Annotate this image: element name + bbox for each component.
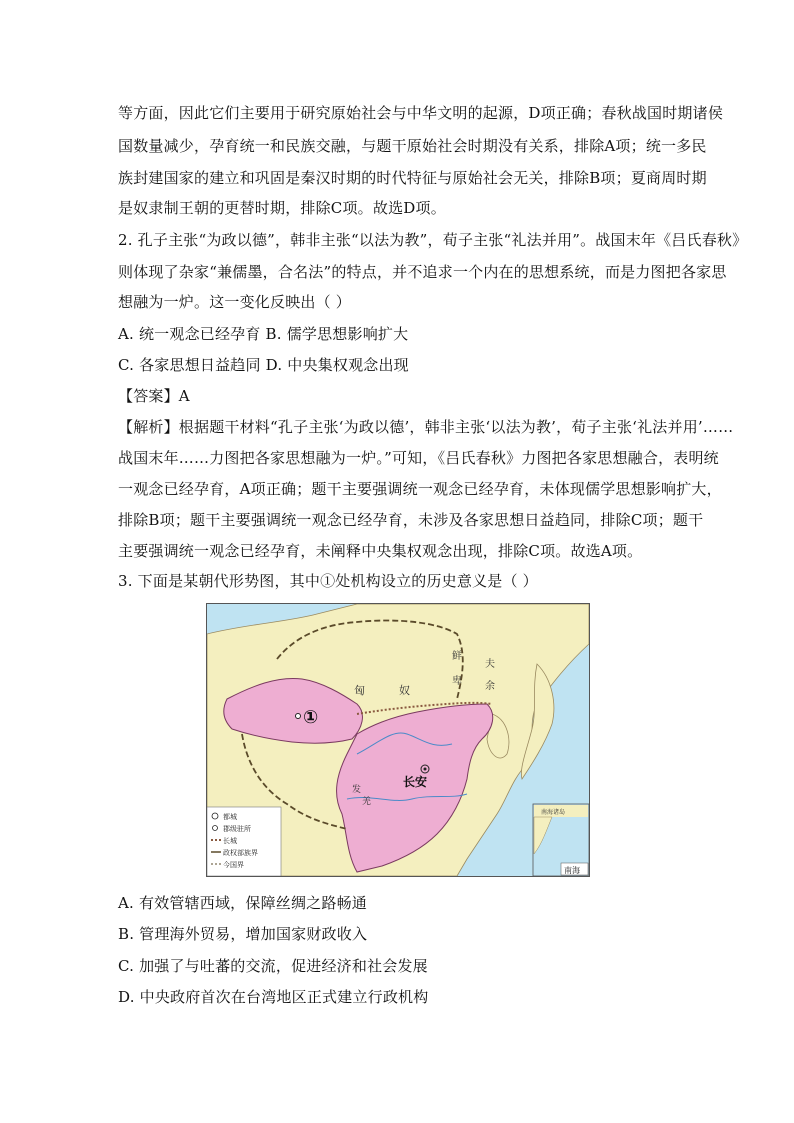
q2-answer: 【答案】A (118, 387, 190, 405)
q2-options-ab: A. 统一观念已经孕育 B. 儒学思想影响扩大 (118, 325, 409, 343)
label-nanhai: 南海 (564, 866, 580, 875)
legend-capital: 都城 (223, 813, 237, 821)
label-xiongnu-2: 奴 (399, 684, 410, 697)
text-line-3: 族封建国家的建立和巩固是秦汉时期的时代特征与原始社会无关，排除B项；夏商周时期 (118, 169, 707, 187)
q3-option-c: C. 加强了与吐蕃的交流，促进经济和社会发展 (118, 957, 428, 975)
office-icon (296, 714, 301, 719)
inset-title: 南海诸岛 (541, 809, 566, 816)
q2-stem-line-2: 则体现了杂家“兼儒墨，合名法”的特点，并不追求一个内在的思想系统，而是力图把各家思 (118, 263, 727, 281)
marker-1-label: ① (303, 707, 319, 728)
label-fuyu-1: 夫 (485, 659, 495, 670)
legend-modern: 今国界 (223, 861, 244, 869)
legend-wall: 长城 (223, 837, 237, 845)
q2-explanation-5: 主要强调统一观念已经孕育，未阐释中央集权观念出现，排除C项。故选A项。 (118, 542, 643, 560)
q2-options-cd: C. 各家思想日益趋同 D. 中央集权观念出现 (118, 356, 409, 374)
legend-office-icon (213, 826, 218, 831)
label-changan: 长安 (403, 775, 428, 789)
historical-map (206, 603, 590, 877)
label-south-b: 羌 (362, 797, 372, 807)
legend-office: 郡级驻所 (223, 825, 251, 833)
map-svg (207, 604, 589, 876)
q3-option-b: B. 管理海外贸易，增加国家财政收入 (118, 925, 368, 943)
q2-explanation-3: 一观念已经孕育，A项正确；题干主要强调统一观念已经孕育，未体现儒学思想影响扩大， (118, 480, 722, 498)
label-south-a: 发 (352, 785, 362, 795)
q3-option-d: D. 中央政府首次在台湾地区正式建立行政机构 (118, 988, 429, 1006)
label-xianbei-2: 卑 (452, 676, 462, 687)
text-line-4: 是奴隶制王朝的更替时期，排除C项。故选D项。 (118, 199, 446, 217)
q2-stem-line-1: 2. 孔子主张“为政以德”，韩非主张“以法为教”，荀子主张“礼法并用”。战国末年《吕氏春秋》 (118, 231, 748, 249)
legend-regime: 政权部族界 (223, 849, 258, 857)
q2-explanation-1: 【解析】根据题干材料“孔子主张‘为政以德’，韩非主张‘以法为教’，荀子主张‘礼法并用’…… (118, 418, 734, 436)
text-line-1: 等方面，因此它们主要用于研究原始社会与中华文明的起源，D项正确；春秋战国时期诸侯 (118, 104, 724, 122)
label-xiongnu-1: 匈 (354, 684, 365, 697)
q3-stem: 3. 下面是某朝代形势图，其中①处机构设立的历史意义是（ ） (118, 572, 538, 590)
label-fuyu-2: 余 (485, 681, 495, 692)
q3-option-a: A. 有效管辖西域，保障丝绸之路畅通 (118, 894, 367, 912)
q2-stem-line-3: 想融为一炉。这一变化反映出（ ） (118, 293, 351, 311)
q2-explanation-4: 排除B项；题干主要强调统一观念已经孕育，未涉及各家思想日益趋同，排除C项；题干 (118, 511, 704, 529)
q2-explanation-2: 战国末年……力图把各家思想融为一炉。”可知，《吕氏春秋》力图把各家思想融合，表明统 (118, 449, 719, 467)
label-xianbei-1: 鲜 (452, 651, 462, 662)
text-line-2: 国数量减少，孕育统一和民族交融，与题干原始社会时期没有关系，排除A项；统一多民 (118, 137, 707, 155)
